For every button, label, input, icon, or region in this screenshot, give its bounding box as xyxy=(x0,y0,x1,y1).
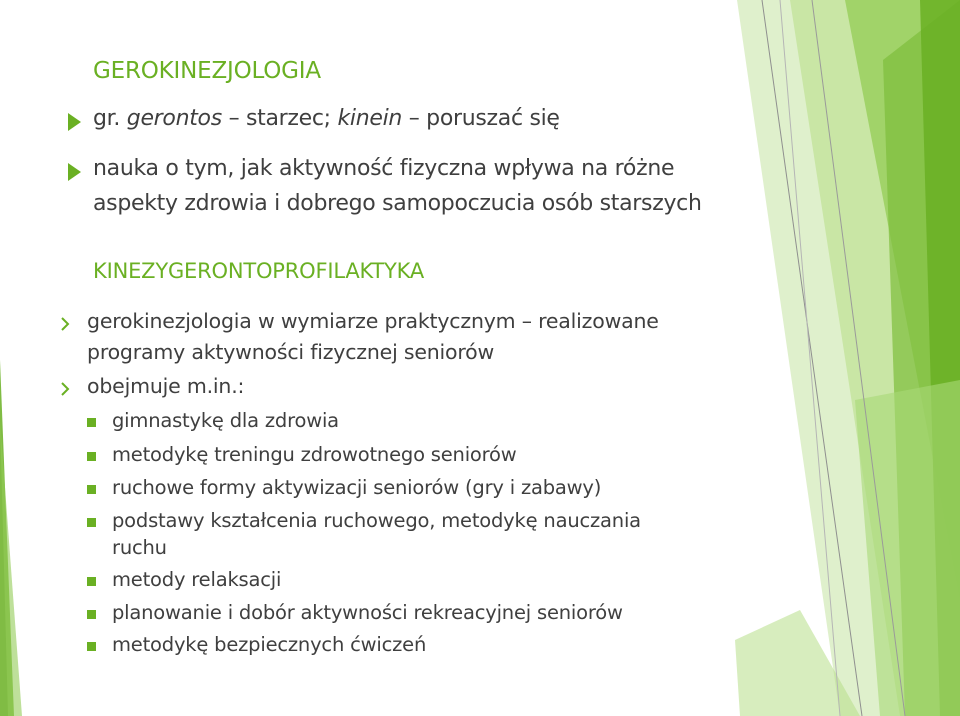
square-bullet-icon xyxy=(87,518,96,527)
etymology-prefix: gr. xyxy=(93,106,127,131)
triangle-bullet-icon xyxy=(68,113,81,131)
square-bullet-icon xyxy=(87,418,96,427)
square-bullet-icon xyxy=(87,452,96,461)
practice-line-1: gerokinezjologia w wymiarze praktycznym – realizowane xyxy=(87,309,659,333)
list-item: planowanie i dobór aktywności rekreacyjnej seniorów xyxy=(112,601,623,624)
definition-line-1: nauka o tym, jak aktywność fizyczna wpływa na różne xyxy=(93,156,675,181)
etymology-text xyxy=(93,106,560,131)
square-bullet-icon xyxy=(87,642,96,651)
practice-line-2: programy aktywności fizycznej seniorów xyxy=(87,340,495,364)
list-item: metody relaksacji xyxy=(112,568,282,591)
square-bullet-icon xyxy=(87,577,96,586)
list-item: metodykę bezpiecznych ćwiczeń xyxy=(112,633,427,656)
section-title-gerokinezjologia: GEROKINEZJOLOGIA xyxy=(93,58,321,84)
square-bullet-icon xyxy=(87,610,96,619)
square-bullet-icon xyxy=(87,485,96,494)
chevron-bullet-icon xyxy=(60,381,70,397)
list-item: gimnastykę dla zdrowia xyxy=(112,409,339,432)
list-item: podstawy kształcenia ruchowego, metodykę nauczania xyxy=(112,509,641,532)
triangle-bullet-icon xyxy=(68,163,81,181)
etymology-middle: – starzec; xyxy=(221,106,338,131)
list-item: ruchowe formy aktywizacji seniorów (gry i zabawy) xyxy=(112,476,602,499)
definition-line-2: aspekty zdrowia i dobrego samopoczucia osób starszych xyxy=(93,191,702,216)
etymology-word-kinein: kinein xyxy=(337,106,403,131)
list-item: metodykę treningu zdrowotnego seniorów xyxy=(112,443,517,466)
section-title-kinezygerontoprofilaktyka: KINEZYGERONTOPROFILAKTYKA xyxy=(93,259,425,283)
chevron-bullet-icon xyxy=(60,316,70,332)
etymology-suffix: – poruszać się xyxy=(402,106,560,131)
etymology-word-gerontos: gerontos xyxy=(126,106,222,131)
list-item-continuation: ruchu xyxy=(112,536,167,559)
includes-text: obejmuje m.in.: xyxy=(87,374,245,398)
